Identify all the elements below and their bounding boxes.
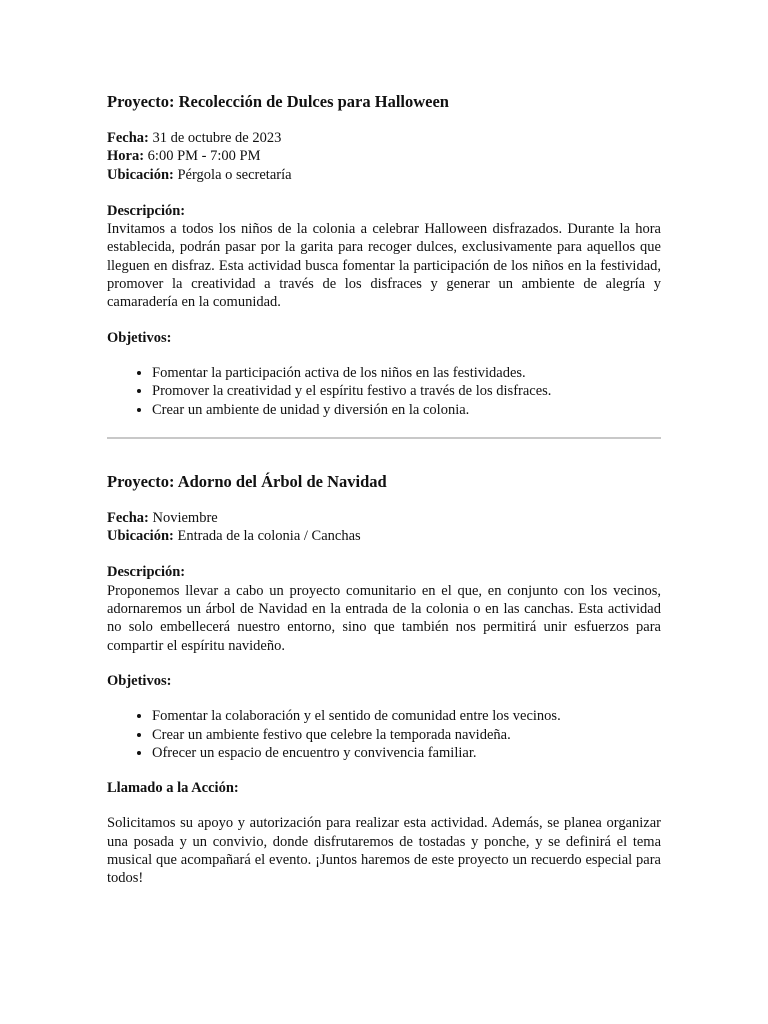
call-to-action-text: Solicitamos su apoyo y autorización para realizar esta actividad. Además, se planea organizar una posada y un convivio, donde disfrutaremos de tostadas y ponche, y se definirá el tema musical que acompañará el evento. ¡Juntos haremos de este proyecto un recuerdo especial para todos! xyxy=(107,815,661,887)
description-block xyxy=(107,202,661,312)
date-label: Fecha: xyxy=(107,509,149,526)
project-halloween xyxy=(107,86,661,419)
location-label: Ubicación: xyxy=(107,166,174,183)
description-label: Descripción: xyxy=(107,564,186,581)
time-label: Hora: xyxy=(107,148,145,165)
location-line xyxy=(107,166,661,184)
description-block xyxy=(107,563,661,654)
location-label: Ubicación: xyxy=(107,528,174,545)
date-value: 31 de octubre de 2023 xyxy=(152,130,282,146)
objectives-list xyxy=(107,707,661,762)
description-label: Descripción: xyxy=(107,202,186,219)
description-text: Proponemos llevar a cabo un proyecto comunitario en el que, en conjunto con los vecinos, adornaremos un árbol de Navidad en la entrada de la colonia o en las canchas. Esta actividad no solo embellecerá nuestro entorno, sino que también nos permitirá unir esfuerzos para compartir el espíritu navideño. xyxy=(107,582,661,654)
project-details xyxy=(107,129,661,184)
call-to-action-label: Llamado a la Acción: xyxy=(107,780,239,797)
location-value: Pérgola o secretaría xyxy=(177,166,292,183)
list-item: • Crear un ambiente festivo que celebre la temporada navideña. xyxy=(152,726,661,744)
date-line xyxy=(107,129,661,147)
project-title: Proyecto: Adorno del Árbol de Navidad xyxy=(107,471,387,491)
section-divider xyxy=(107,437,661,439)
project-details xyxy=(107,509,661,546)
date-line xyxy=(107,509,661,527)
time-value: 6:00 PM - 7:00 PM xyxy=(147,148,261,165)
list-item: • Crear un ambiente de unidad y diversión en la colonia. xyxy=(152,401,661,419)
date-value: Noviembre xyxy=(152,509,218,526)
list-item: • Fomentar la participación activa de los niños en las festividades. xyxy=(152,364,661,382)
project-christmas-tree xyxy=(107,466,661,888)
list-item: • Promover la creatividad y el espíritu festivo a través de los disfraces. xyxy=(152,382,661,400)
objectives-list xyxy=(107,364,661,419)
objectives-label: Objetivos: xyxy=(107,672,172,689)
list-item: • Fomentar la colaboración y el sentido de comunidad entre los vecinos. xyxy=(152,707,661,725)
list-item: • Ofrecer un espacio de encuentro y convivencia familiar. xyxy=(152,744,661,762)
description-text: Invitamos a todos los niños de la colonia a celebrar Halloween disfrazados. Durante la hora establecida, podrán pasar por la garita para recoger dulces, exclusivamente para aquellos que lleguen en disfraz. Esta actividad busca fomentar la participación de los niños en la festividad, promover la creatividad a través de los disfraces y generar un ambiente de alegría y camaradería en la comunidad. xyxy=(107,221,661,311)
time-line xyxy=(107,147,661,165)
project-title: Proyecto: Recolección de Dulces para Halloween xyxy=(107,92,449,111)
objectives-label: Objetivos: xyxy=(107,329,172,346)
document-page xyxy=(107,86,661,888)
location-line xyxy=(107,527,661,545)
location-value: Entrada de la colonia / Canchas xyxy=(177,528,361,545)
date-label: Fecha: xyxy=(107,130,149,146)
